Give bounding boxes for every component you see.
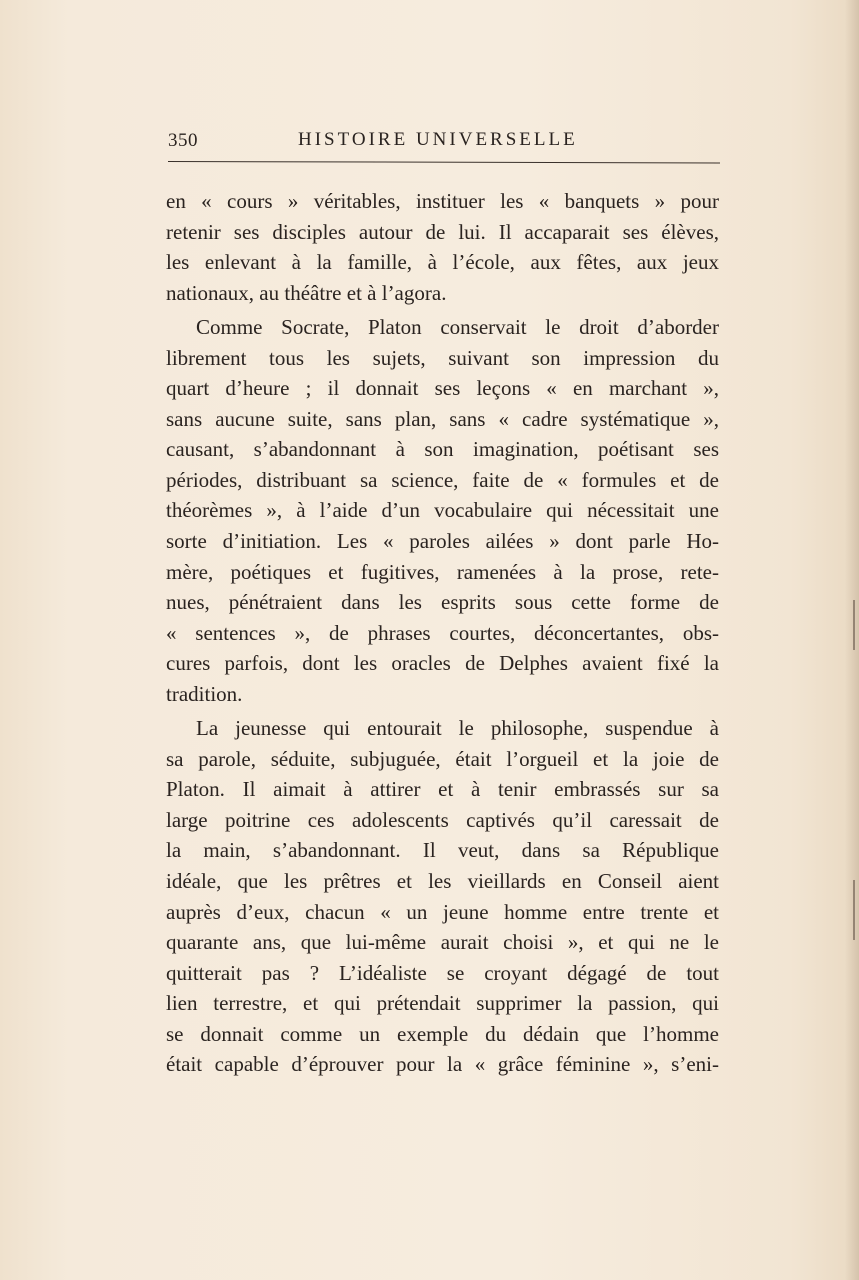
paragraph — [166, 713, 719, 1080]
text-line: large poitrine ces adolescents captivés qu’il caressait de — [166, 807, 719, 832]
text-line: périodes, distribuant sa science, faite de « formules et de — [166, 467, 719, 492]
text-line: librement tous les sujets, suivant son impression du — [166, 345, 719, 370]
text-line: « sentences », de phrases courtes, déconcertantes, obs- — [166, 620, 719, 645]
page-number: 350 — [168, 130, 198, 151]
text-line: nues, pénétraient dans les esprits sous cette forme de — [166, 590, 719, 615]
text-line: cures parfois, dont les oracles de Delphes avaient fixé la — [166, 651, 719, 676]
text-line: les enlevant à la famille, à l’école, aux fêtes, aux jeux — [166, 250, 719, 275]
text-line: en « cours » véritables, instituer les « banquets » pour — [166, 189, 719, 213]
text-line: idéale, que les prêtres et les vieillards en Conseil aient — [166, 869, 719, 894]
text-line: mère, poétiques et fugitives, ramenées à la prose, rete- — [166, 559, 719, 584]
text-line: Platon. Il aimait à attirer et à tenir embrassés sur sa — [166, 777, 719, 802]
header-rule — [168, 161, 720, 163]
text-line: sans aucune suite, sans plan, sans « cadre systématique », — [166, 406, 719, 431]
text-line: sa parole, séduite, subjuguée, était l’orgueil et la joie de — [166, 746, 719, 771]
text-line: quart d’heure ; il donnait ses leçons « en marchant », — [166, 376, 719, 401]
text-line: théorèmes », à l’aide d’un vocabulaire qui nécessitait une — [166, 498, 719, 523]
text-line: auprès d’eux, chacun « un jeune homme entre trente et — [166, 899, 719, 924]
margin-mark — [853, 600, 855, 650]
paragraph — [166, 312, 719, 709]
text-line: sorte d’initiation. Les « paroles ailées » dont parle Ho- — [166, 529, 719, 554]
text-line: quitterait pas ? L’idéaliste se croyant dégagé de tout — [166, 960, 719, 985]
body-text — [166, 186, 719, 1080]
page-edge-shadow — [845, 0, 859, 1280]
margin-mark — [853, 880, 855, 940]
text-line: nationaux, au théâtre et à l’agora. — [166, 280, 447, 305]
text-line: Comme Socrate, Platon conservait le droit d’aborder — [196, 315, 719, 340]
text-line: était capable d’éprouver pour la « grâce féminine », s’eni- — [166, 1052, 719, 1077]
text-line: lien terrestre, et qui prétendait supprimer la passion, qui — [166, 991, 719, 1016]
text-line: la main, s’abandonnant. Il veut, dans sa République — [166, 838, 719, 863]
text-line: tradition. — [166, 681, 243, 706]
text-line: causant, s’abandonnant à son imagination, poétisant ses — [166, 437, 719, 462]
running-title: HISTOIRE UNIVERSELLE — [298, 129, 578, 150]
text-line: se donnait comme un exemple du dédain que l’homme — [166, 1021, 719, 1046]
text-line: La jeunesse qui entourait le philosophe, suspendue à — [196, 716, 719, 741]
paragraph — [166, 186, 719, 308]
text-line: quarante ans, que lui-même aurait choisi », et qui ne le — [166, 930, 719, 955]
text-line: retenir ses disciples autour de lui. Il accaparait ses élèves, — [166, 219, 719, 244]
